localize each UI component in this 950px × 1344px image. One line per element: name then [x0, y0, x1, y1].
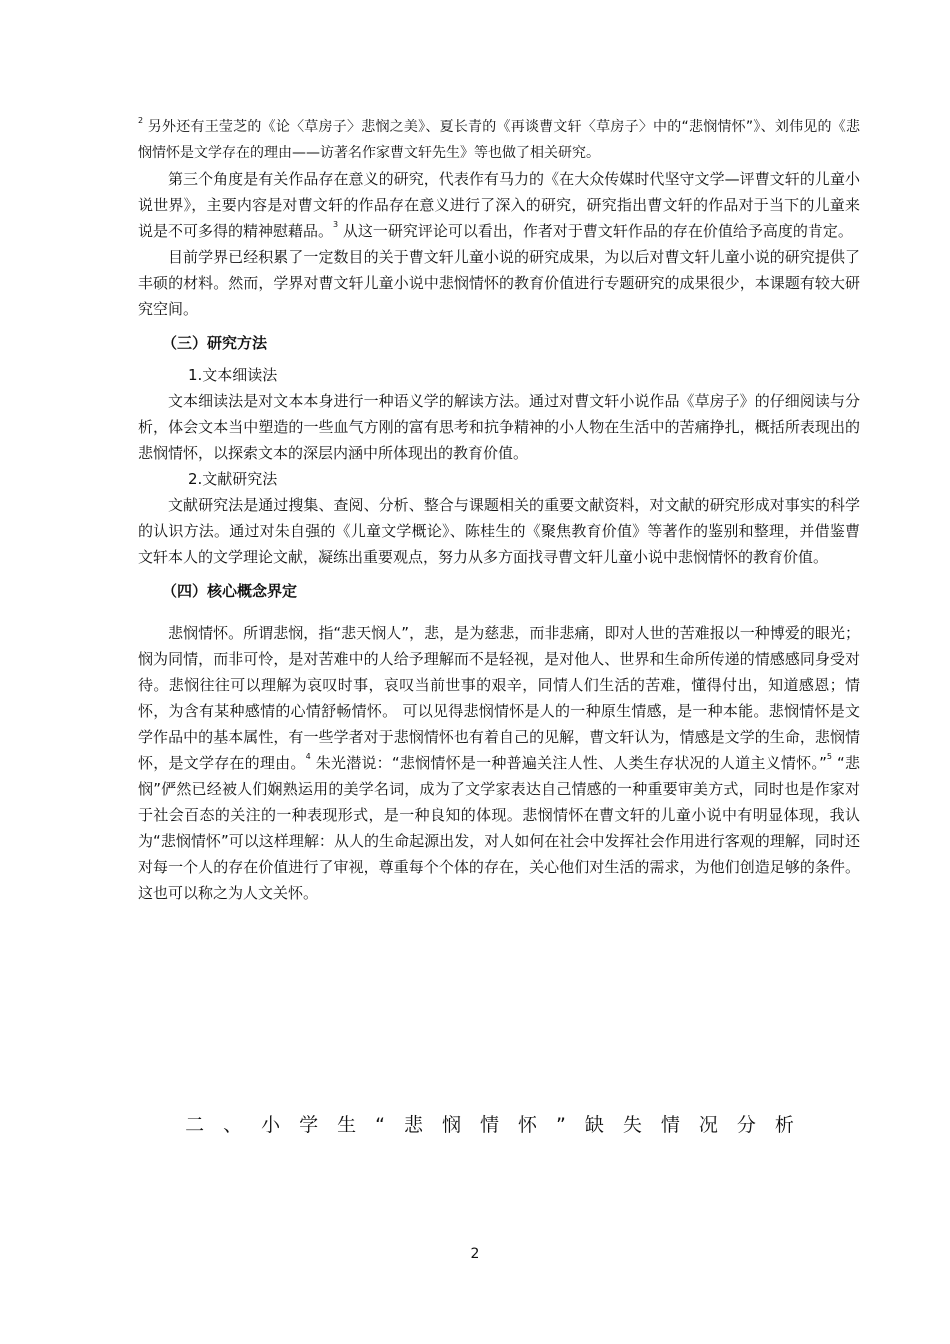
footnote-marker: 2	[138, 116, 144, 125]
footnote-paragraph	[138, 114, 860, 166]
footnote-ref-3: 3	[333, 220, 339, 229]
page-number: 2	[470, 1246, 480, 1262]
paragraph-text: 第三个角度是有关作品存在意义的研究，代表作有马力的《在大众传媒时代坚守文学—评曹文轩的儿童小说世界》，主要内容是对曹文轩的作品存在意义进行了深入的研究，研究指出曹文轩的作品对于当下的儿童来说是不可多得的精神慰藉品。	[138, 170, 860, 240]
footnote-text: 另外还有王莹芝的《论〈草房子〉悲悯之美》、夏长青的《再谈曹文轩〈草房子〉中的“悲悯情怀”》、刘伟见的《悲悯情怀是文学存在的理由——访著名作家曹文轩先生》等也做了相关研究。	[138, 119, 860, 161]
section-heading-concepts: （四）核心概念界定	[162, 582, 298, 600]
concept-paragraph	[138, 620, 860, 906]
method1-paragraph: 文本细读法是对文本本身进行一种语义学的解读方法。通过对曹文轩小说作品《草房子》的仔细阅读与分析，体会文本当中塑造的一些血气方刚的富有思考和抗争精神的小人物在生活中的苦痛挣扎，概括所表现出的悲悯情怀，以探索文本的深层内涵中所体现出的教育价值。	[138, 392, 860, 462]
section-heading-methods: （三）研究方法	[162, 334, 268, 352]
paragraph-current-research: 目前学界已经积累了一定数目的关于曹文轩儿童小说的研究成果，为以后对曹文轩儿童小说的研究提供了丰硕的材料。然而，学界对曹文轩儿童小说中悲悯情怀的教育价值进行专题研究的成果很少，本课题有较大研究空间。	[138, 248, 860, 318]
concept-text-part3: “悲悯”俨然已经被人们娴熟运用的美学名词，成为了文学家表达自己情感的一种重要审美方式，同时也是作家对于社会百态的关注的一种表现形式，是一种良知的体现。悲悯情怀在曹文轩的儿童小说中有明显体现，我认为“悲悯情怀”可以这样理解：从人的生命起源出发，对人如何在社会中发挥社会作用进行客观的理解，同时还对每一个人的存在价值进行了审视，尊重每个个体的存在，关心他们对生活的需求，为他们创造足够的条件。这也可以称之为人文关怀。	[138, 754, 860, 902]
footnote-ref-4: 4	[305, 752, 311, 761]
paragraph-third-angle	[138, 166, 860, 244]
concept-text-part1: 悲悯情怀。所谓悲悯，指“悲天悯人”，悲，是为慈悲，而非悲痛，即对人世的苦难报以一种博爱的眼光；悯为同情，而非可怜，是对苦难中的人给予理解而不是轻视，是对他人、世界和生命所传递的情感感同身受对待。悲悯往往可以理解为哀叹时事，哀叹当前世事的艰辛，同情人们生活的苦难，懂得付出，知道感恩；情怀，为含有某种感情的心情舒畅情怀。 可以见得悲悯情怀是人的一种原生情感，是一种本能。悲悯情怀是文学作品中的基本属性，有一些学者对于悲悯情怀也有着自己的见解，曹文轩认为，情感是文学的生命，悲悯情怀，是文学存在的理由。	[138, 624, 860, 772]
footnote-ref-5: 5	[826, 752, 832, 761]
method2-paragraph: 文献研究法是通过搜集、查阅、分析、整合与课题相关的重要文献资料，对文献的研究形成对事实的科学的认识方法。通过对朱自强的《儿童文学概论》、陈桂生的《聚焦教育价值》等著作的鉴别和整理，并借鉴曹文轩本人的文学理论文献，凝练出重要观点，努力从多方面找寻曹文轩儿童小说中悲悯情怀的教育价值。	[138, 496, 860, 566]
body-text	[138, 114, 860, 906]
concept-text-part2: 朱光潜说：“悲悯情怀是一种普遍关注人性、人类生存状况的人道主义情怀。”	[310, 754, 827, 772]
paragraph-text-continued: 从这一研究评论可以看出，作者对于曹文轩作品的存在价值给予高度的肯定。	[338, 222, 853, 240]
method2-title: 2.文献研究法	[188, 470, 278, 488]
method1-title: 1.文本细读法	[188, 366, 278, 384]
chapter-heading: 二、小学生“悲悯情怀”缺失情况分析	[185, 1114, 813, 1136]
